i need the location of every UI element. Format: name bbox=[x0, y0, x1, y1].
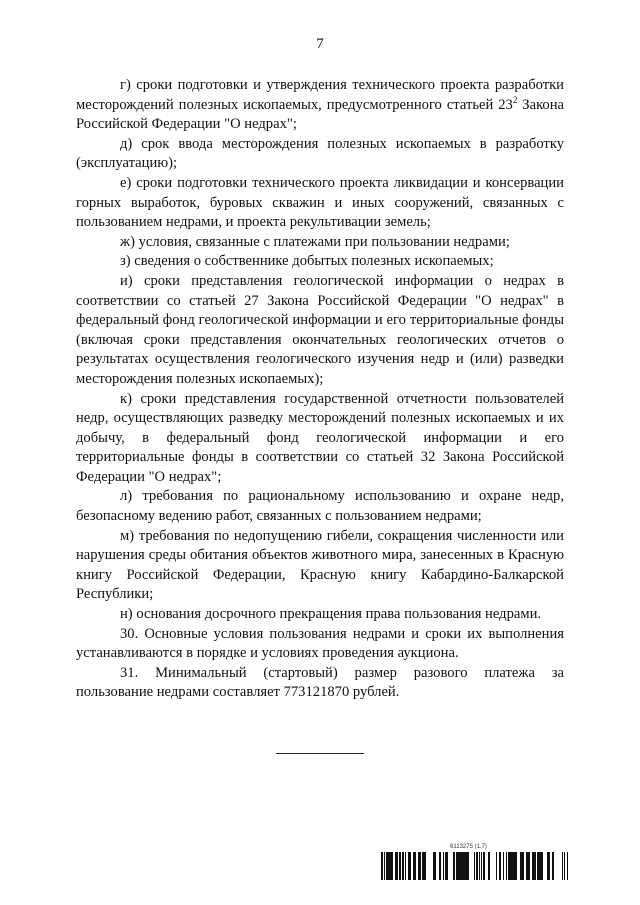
superscript: 2 bbox=[512, 94, 518, 105]
page-number: 7 bbox=[316, 36, 324, 52]
paragraph-g-tail: Закона Российской Федерации "О недрах"; bbox=[76, 96, 565, 133]
closing-rule bbox=[276, 753, 364, 754]
barcode-number: 6113275 (1.7) bbox=[450, 844, 487, 850]
paragraph-k: к) сроки представления государственной отчетности пользователей недр, осуществляющих разведку месторождений полезных ископаемых и их добычу, в федеральный фонд геологической информации и его территориальные фонды в соответствии со статьей 32 Закона Российской Федерации "О недрах"; bbox=[76, 390, 564, 485]
paragraph-g-text: г) сроки подготовки и утверждения технического проекта разработки месторождений полезных ископаемых, предусмотренного статьей 23 bbox=[76, 77, 564, 113]
paragraph-d: д) срок ввода месторождения полезных ископаемых в разработку (эксплуатацию); bbox=[76, 135, 564, 172]
paragraph-30: 30. Основные условия пользования недрами и сроки их выполнения устанавливаются в порядке и условиях проведения аукциона. bbox=[76, 625, 564, 662]
paragraph-n: н) основания досрочного прекращения права пользования недрами. bbox=[120, 606, 542, 623]
paragraph-g bbox=[76, 76, 564, 135]
document-body bbox=[76, 76, 564, 703]
paragraph-e: е) сроки подготовки технического проекта ликвидации и консервации горных выработок, буровых скважин и иных сооружений, связанных с пользованием недрами, и проекта рекультивации земель; bbox=[76, 174, 564, 231]
paragraph-i: и) сроки представления геологической информации о недрах в соответствии со статьей 27 Закона Российской Федерации "О недрах" в федеральный фонд геологической информации и его территориальные фонды (включая сроки представления окончательных геологических отчетов о результатах осуществления геологического изучения недр и (или) разведки месторождения полезных ископаемых); bbox=[76, 272, 564, 387]
paragraph-z: з) сведения о собственнике добытых полезных ископаемых; bbox=[120, 253, 494, 270]
paragraph-31: 31. Минимальный (стартовый) размер разового платежа за пользование недрами составляет 773121870 рублей. bbox=[76, 664, 564, 701]
barcode-image bbox=[380, 852, 568, 880]
paragraph-m: м) требования по недопущению гибели, сокращения численности или нарушения среды обитания объектов животного мира, занесенных в Красную книгу Российской Федерации, Красную книгу Кабардино-Балкарской Республики; bbox=[76, 527, 564, 603]
paragraph-zh: ж) условия, связанные с платежами при пользовании недрами; bbox=[120, 233, 510, 250]
paragraph-l: л) требования по рациональному использованию и охране недр, безопасному ведению работ, связанных с пользованием недрами; bbox=[76, 488, 564, 525]
